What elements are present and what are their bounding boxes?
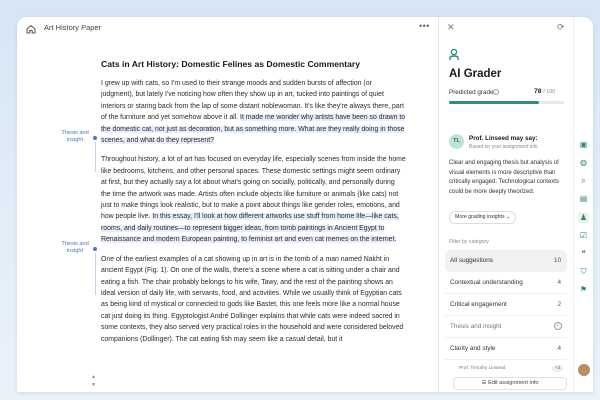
image-icon[interactable]: ▤ <box>579 194 588 203</box>
quote-icon[interactable]: ❝ <box>581 249 586 258</box>
category-label: All suggestions <box>450 257 493 264</box>
grade-progress-bar <box>449 101 564 104</box>
category-count: 4 <box>557 279 561 286</box>
paragraph-3: One of the earliest examples of a cat showing up in art is in the tomb of a man named Nakht in ancient Egypt (Fig. 1). On one of the walls, there's a scene where a cat is sitting under a chair and eating a fish. The chair probably belongs to his wife, Tawy, and the rest of the painting shows an ideal version of daily life, with servants, food, and activities. While we usually think of Egyptian cats as being kind of mystical or connected to gods like Bastet, this one feels more like a normal house cat just doing its thing. Egyptologist André Dollinger explains that while cats were indeed sacred in some contexts, they also served very practical roles in the household and were considered beloved companions (Dollinger). The cat eating fish may seem like a casual detail, but it <box>101 255 404 343</box>
checklist-icon[interactable]: ☑ <box>579 231 588 240</box>
category-contextual-understanding[interactable] <box>445 272 567 294</box>
edit-assignment-label: Edit assignment info <box>488 380 539 386</box>
refresh-icon[interactable]: ⟳ <box>557 22 565 32</box>
annotation-label-2[interactable] <box>57 241 93 255</box>
highlighted-text[interactable]: It made me wonder why artists have been so drawn to the domestic cat, not just as decoration, but as something more. What are they really doing in those scenes, and what do they represent? <box>101 114 406 145</box>
edit-assignment-button[interactable] <box>453 377 567 390</box>
grade-progress-fill <box>449 101 539 104</box>
chat-icon[interactable]: ▣ <box>579 140 588 149</box>
category-all-suggestions[interactable] <box>445 250 567 272</box>
grader-logo-icon <box>449 48 459 61</box>
user-avatar[interactable] <box>578 364 590 376</box>
category-label: Contextual understanding <box>450 279 523 286</box>
annotation-line <box>95 142 96 172</box>
filter-label: Filter by category <box>449 239 489 245</box>
predicted-grade-label: Predicted grade <box>449 89 494 96</box>
score: 78 / 100 <box>534 88 556 95</box>
professor-name: Prof. Linseed may say: <box>469 135 538 142</box>
annotation-line <box>95 253 96 295</box>
app-window <box>17 17 593 392</box>
chevron-down-icon[interactable]: ▼ <box>91 382 96 388</box>
editor-topbar <box>17 17 438 41</box>
document-title: Art History Paper <box>44 23 102 32</box>
chevron-down-icon: ⌄ <box>506 214 511 220</box>
annotation-dot <box>93 136 97 140</box>
category-clarity-and-style[interactable] <box>445 338 567 360</box>
annotation-label-1[interactable] <box>57 130 93 144</box>
annotation-text: Thesis and insight <box>61 241 89 254</box>
professor-chip: Prof. Timothy Linseed <box>459 366 506 371</box>
annotation-text: Thesis and insight <box>61 130 89 143</box>
more-insights-button[interactable] <box>449 211 516 224</box>
paragraph-1: I grew up with cats, so I'm used to their strange moods and sudden bursts of affection (or judgment), but lately I've noticing how often they show up in art, tucked into paintings of quiet interiors or staring back from the lap of some distant noblewoman. It's like they're always there, part of the furniture and yet somehow above it all. It made me wonder why artists have been so drawn to the domestic cat, not just as decoration, but as something more. What are they really doing in those scenes, and what do they represent? <box>101 80 406 145</box>
close-icon[interactable]: ✕ <box>447 22 455 32</box>
comment-icon[interactable]: ◍ <box>580 158 587 167</box>
category-critical-engagement[interactable] <box>445 294 567 316</box>
annotation-dot <box>93 247 97 251</box>
shield-icon[interactable]: ⛉ <box>580 267 587 276</box>
info-icon[interactable]: i <box>493 89 499 95</box>
more-icon[interactable]: ••• <box>419 21 430 31</box>
paragraph-2: Throughout history, a lot of art has focused on everyday life, especially scenes from inside the home like bedrooms, kitchens, and other personal spaces. These domestic settings might seem ordinary at first, but they actually say a lot about what's going on socially, politically, and personally during the time the artwork was made. Artists often include objects like furniture or animals (like cats) not just to make things look realistic, but to make a point about things like gender roles, emotions, and how people live. In this essay, I'll look at how different artworks use stuff from home life—like cats, rooms, and daily routines—to represent bigger ideas, from tomb paintings in Ancient Egypt to Renaissance and modern European painting, to feminist art and even cat memes on the internet. <box>101 156 406 244</box>
edit-icon: ☰ <box>481 380 489 386</box>
avatar: TL <box>449 134 464 149</box>
chip-count-badge: +2 <box>552 365 563 372</box>
grader-title: AI Grader <box>449 68 502 80</box>
category-label: Clarity and style <box>450 345 496 352</box>
grader-panel <box>439 17 573 392</box>
search-icon[interactable]: ⌕ <box>581 176 586 185</box>
professor-subtitle: Based on your assignment info <box>469 144 538 150</box>
more-insights-label: More grading insights <box>455 214 505 220</box>
category-count: 2 <box>557 301 561 308</box>
highlighted-text[interactable]: In this essay, I'll look at how different artworks use stuff from home life—like cats, rooms, and daily routines—to represent bigger ideas, from tomb paintings in Ancient Egypt to Renaissance and modern European painting, to feminist art and even cat memes on the internet. <box>101 213 399 244</box>
chevron-up-icon[interactable]: ▲ <box>91 374 96 380</box>
check-icon: ✓ <box>555 323 561 329</box>
category-label: Critical engagement <box>450 301 507 308</box>
tool-rail <box>573 17 593 392</box>
grader-icon[interactable]: ♟ <box>579 213 588 222</box>
feedback-text: Clear and engaging thesis but analysis of visual elements is more descriptive than critically engaged. Technological contexts could be more deeply theorized. <box>449 160 559 195</box>
editor-pane <box>17 17 438 392</box>
document-heading: Cats in Art History: Domestic Felines as Domestic Commentary <box>101 59 360 69</box>
category-label: Thesis and insight <box>450 323 502 330</box>
category-count: 10 <box>553 257 561 264</box>
category-thesis-and-insight[interactable] <box>445 316 567 338</box>
category-count: 4 <box>557 345 561 352</box>
document-body[interactable] <box>101 59 406 353</box>
category-list <box>445 250 567 360</box>
review-icon[interactable]: ⚑ <box>579 285 588 294</box>
home-icon[interactable] <box>25 23 37 35</box>
